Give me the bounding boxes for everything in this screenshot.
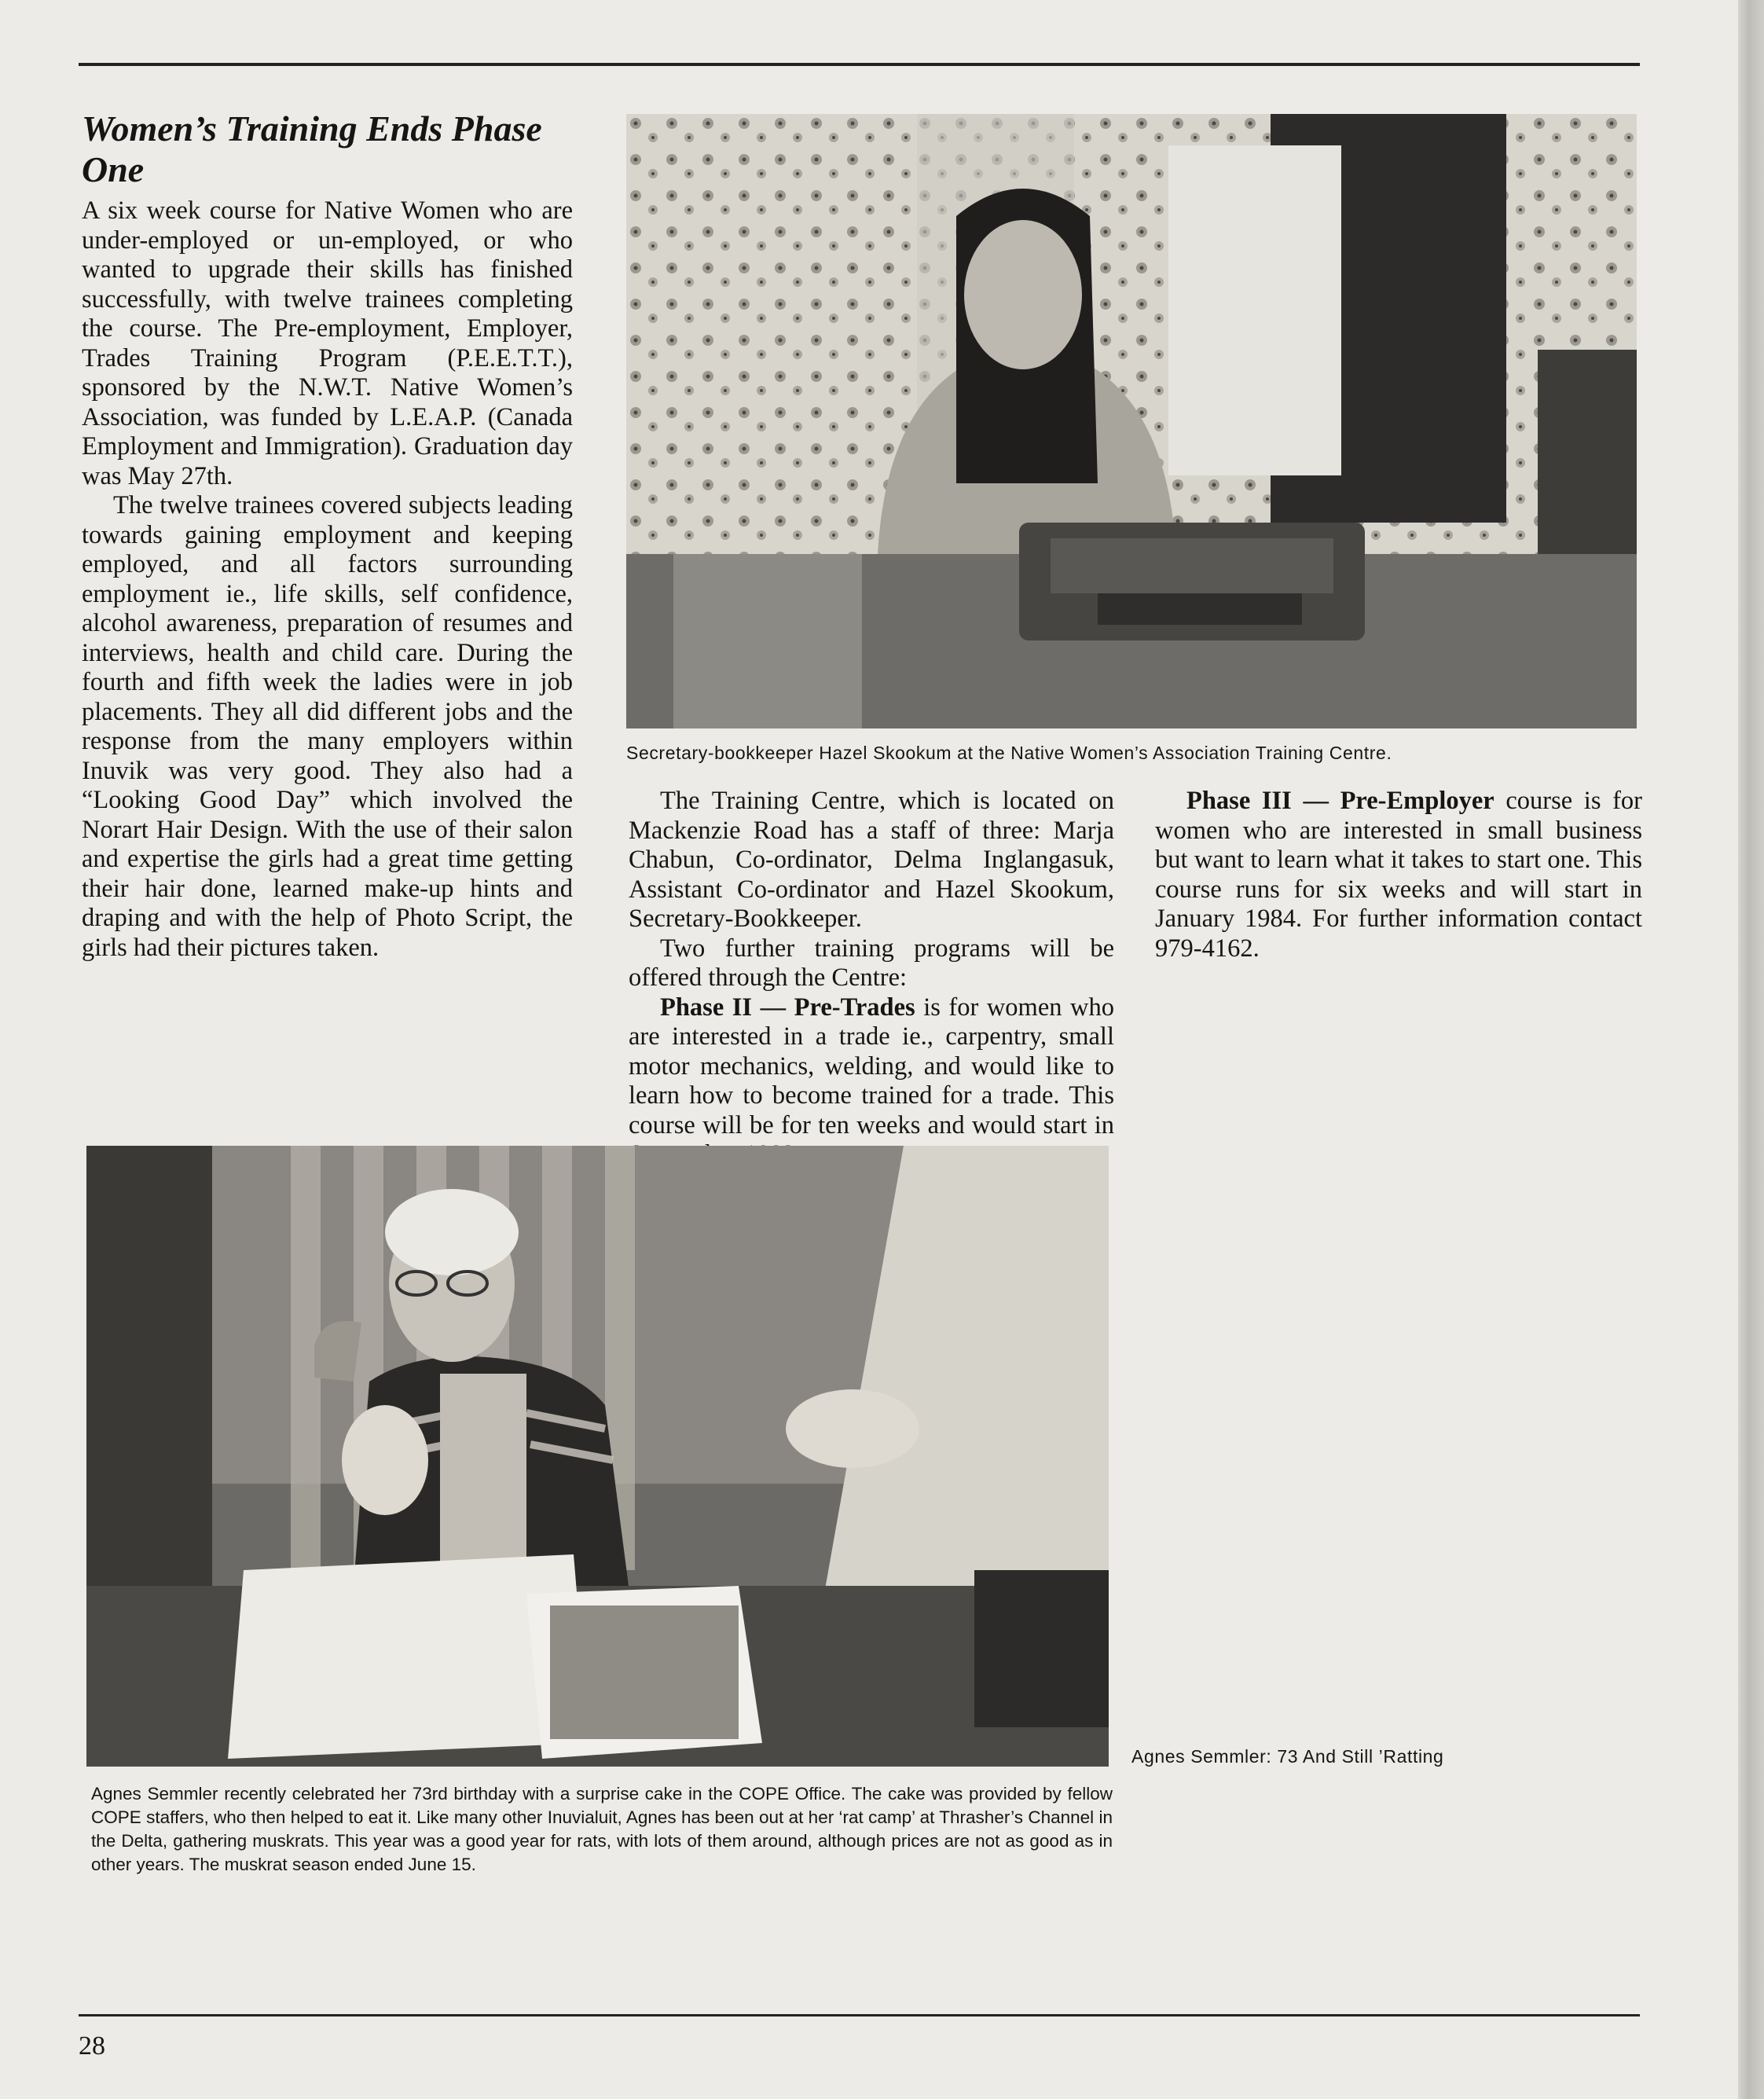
article-paragraph-5	[629, 993, 1114, 1170]
article-column-1	[82, 196, 573, 963]
page-number: 28	[79, 2031, 105, 2060]
photo-typist-caption: Secretary-bookkeeper Hazel Skookum at the Native Women’s Association Training Centre.	[626, 743, 1392, 763]
article-paragraph-2: The twelve trainees covered subjects leading towards gaining employment and keeping employed, and all factors surrounding employment ie., life skills, self confidence, alcohol awareness, preparation of resumes and interviews, health and child care. During the fourth and fifth week the ladies were in job placements. They all did different jobs and the response from the many employers within Inuvik was very good. They also had a “Looking Good Day” which involved the Norart Hair Design. With the use of their salon and expertise the girls had a great time getting their hair done, learned make-up hints and draping and with the help of Photo Script, the girls had their pictures taken.	[82, 491, 573, 962]
article-headline: Women’s Training Ends Phase One	[82, 108, 542, 189]
photo-agnes-semmler-birthday	[86, 1146, 1109, 1767]
phase-3-label: Phase III — Pre-Employer	[1186, 787, 1494, 815]
photo-typist-at-training-centre	[626, 114, 1637, 728]
article-column-3	[1155, 787, 1642, 963]
article-paragraph-6	[1155, 787, 1642, 963]
phase-3-text: course is for women who are interested in small business but want to learn what it takes to start one. This course runs for six weeks and will start in January 1984. For further information contact 979-4162.	[1155, 787, 1642, 963]
article-paragraph-1: A six week course for Native Women who are under-employed or un-employed, or who wanted to upgrade their skills has finished successfully, with twelve trainees completing the course. The Pre-employment, Employer, Trades Training Program (P.E.E.T.T.), sponsored by the N.W.T. Native Women’s Association, was funded by L.E.A.P. (Canada Employment and Immigration). Graduation day was May 27th.	[82, 196, 573, 490]
article-column-2	[629, 787, 1114, 1170]
phase-2-text: is for women who are interested in a trade ie., carpentry, small motor mechanics, welding, and would like to learn how to become trained for a trade. This course will be for ten weeks and would start in	[629, 993, 1115, 1139]
phase-2-label: Phase II — Pre-Trades	[660, 993, 915, 1022]
top-rule	[79, 63, 1640, 66]
bottom-rule	[79, 2014, 1640, 2016]
article-paragraph-3: The Training Centre, which is located on Mackenzie Road has a staff of three: Marja Chabun, Co-ordinator, Delma Inglangasuk, Assistant Co-ordinator and Hazel Skookum, Secretary-Bookkeeper.	[629, 787, 1114, 933]
photo-agnes-caption: Agnes Semmler recently celebrated her 73rd birthday with a surprise cake in the COPE Office. The cake was provided by fellow COPE staffers, who then helped to eat it. Like many other Inuvialuit, Agnes has been out at her ‘rat camp’ at Thrasher’s Channel in the Delta, gathering muskrats. This year was a good year for rats, with lots of them around, although prices are not as good as in other years. The muskrat season ended June 15.	[91, 1784, 1113, 1874]
sidebar-title: Agnes Semmler: 73 And Still ’Ratting	[1131, 1746, 1444, 1767]
article-paragraph-4: Two further training programs will be offered through the Centre:	[629, 934, 1114, 992]
page-edge	[1738, 0, 1764, 2099]
